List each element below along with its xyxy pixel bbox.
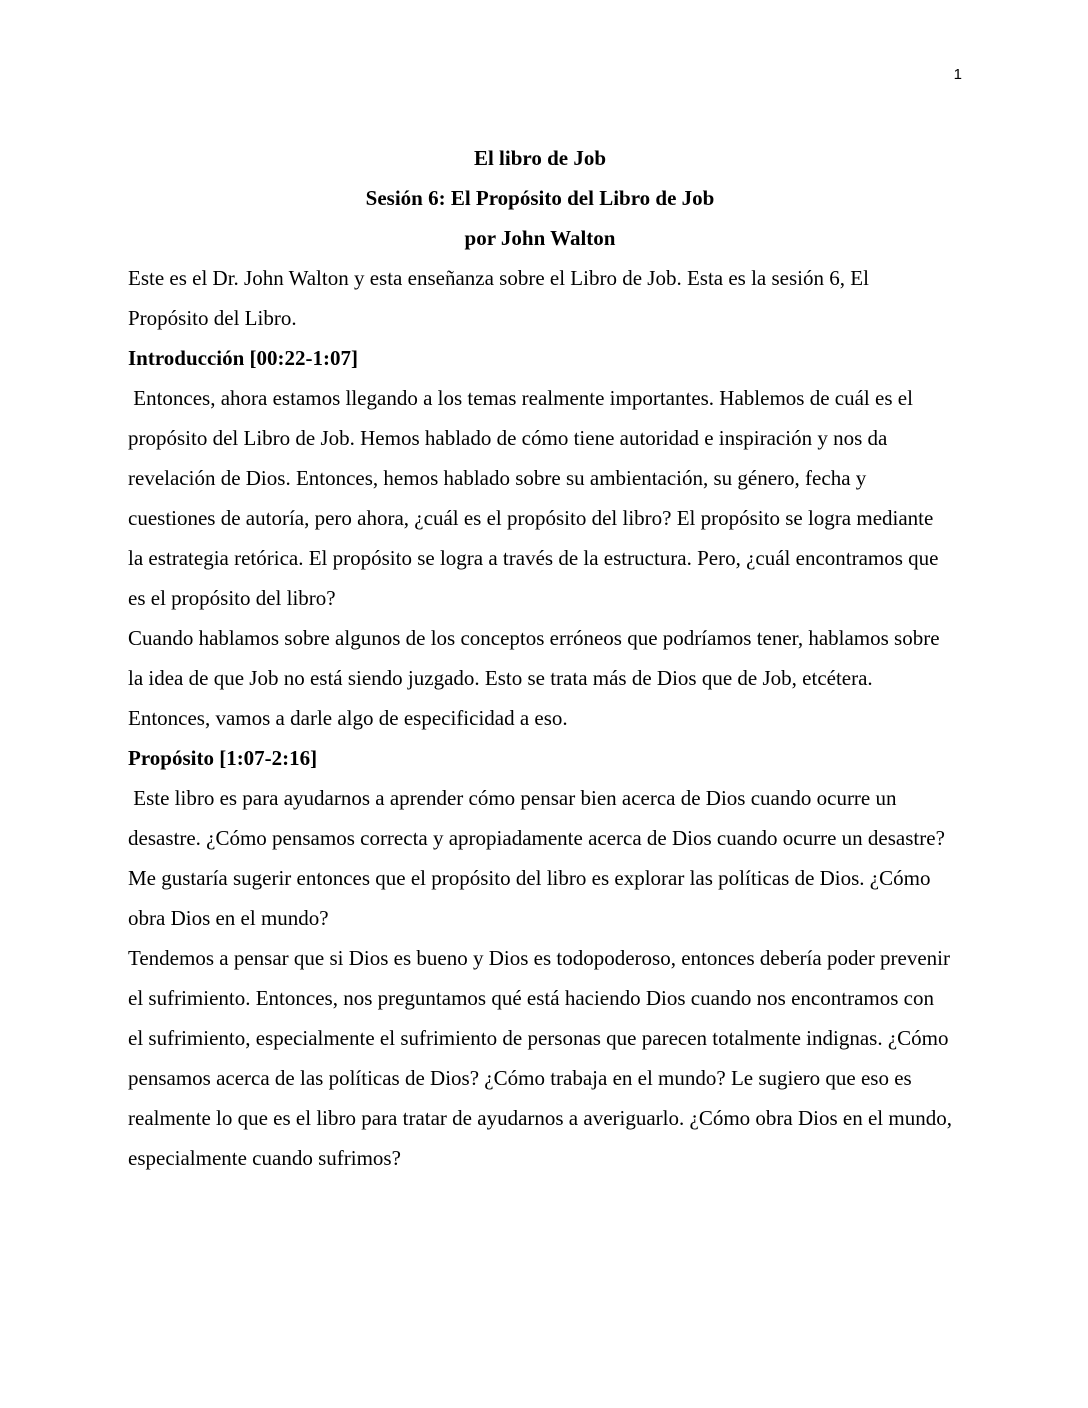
section-heading-proposito: Propósito [1:07-2:16] <box>128 746 318 770</box>
paragraph: Cuando hablamos sobre algunos de los conceptos erróneos que podríamos tener, hablamos sobre la idea de que Job no está siendo juzgado. Esto se trata más de Dios que de Job, etcétera. Entonces, vamos a darle algo de especificidad a eso. <box>128 626 940 730</box>
document-title: El libro de Job <box>473 146 607 170</box>
page-number: 1 <box>953 66 962 83</box>
section-heading-introduccion: Introducción [00:22-1:07] <box>128 346 359 370</box>
paragraph: Este libro es para ayudarnos a aprender cómo pensar bien acerca de Dios cuando ocurre un desastre. ¿Cómo pensamos correcta y apropiadamente acerca de Dios cuando ocurre un desastre? Me gustaría sugerir entonces que el propósito del libro es explorar las políticas de Dios. ¿Cómo obra Dios en el mundo? <box>128 786 951 930</box>
author-line: por John Walton <box>464 226 616 250</box>
intro-paragraph: Este es el Dr. John Walton y esta enseñanza sobre el Libro de Job. Esta es la sesión 6, El Propósito del Libro. <box>128 266 869 330</box>
paragraph: Tendemos a pensar que si Dios es bueno y Dios es todopoderoso, entonces debería poder prevenir el sufrimiento. Entonces, nos preguntamos qué está haciendo Dios cuando nos encontramos con el sufrimiento, especialmente el sufrimiento de personas que parecen totalmente indignas. ¿Cómo pensamos acerca de las políticas de Dios? ¿Cómo trabaja en el mundo? Le sugiero que eso es realmente lo que es el libro para tratar de ayudarnos a averiguarlo. ¿Cómo obra Dios en el mundo, especialmente cuando sufrimos? <box>128 946 952 1170</box>
session-title: Sesión 6: El Propósito del Libro de Job <box>365 186 715 210</box>
paragraph: Entonces, ahora estamos llegando a los temas realmente importantes. Hablemos de cuál es el propósito del Libro de Job. Hemos hablado de cómo tiene autoridad e inspiración y nos da revelación de Dios. Entonces, hemos hablado sobre su ambientación, su género, fecha y cuestiones de autoría, pero ahora, ¿cuál es el propósito del libro? El propósito se logra mediante la estrategia retórica. El propósito se logra a través de la estructura. Pero, ¿cuál encontramos que es el propósito del libro? <box>128 386 944 610</box>
document-body <box>128 138 952 1178</box>
